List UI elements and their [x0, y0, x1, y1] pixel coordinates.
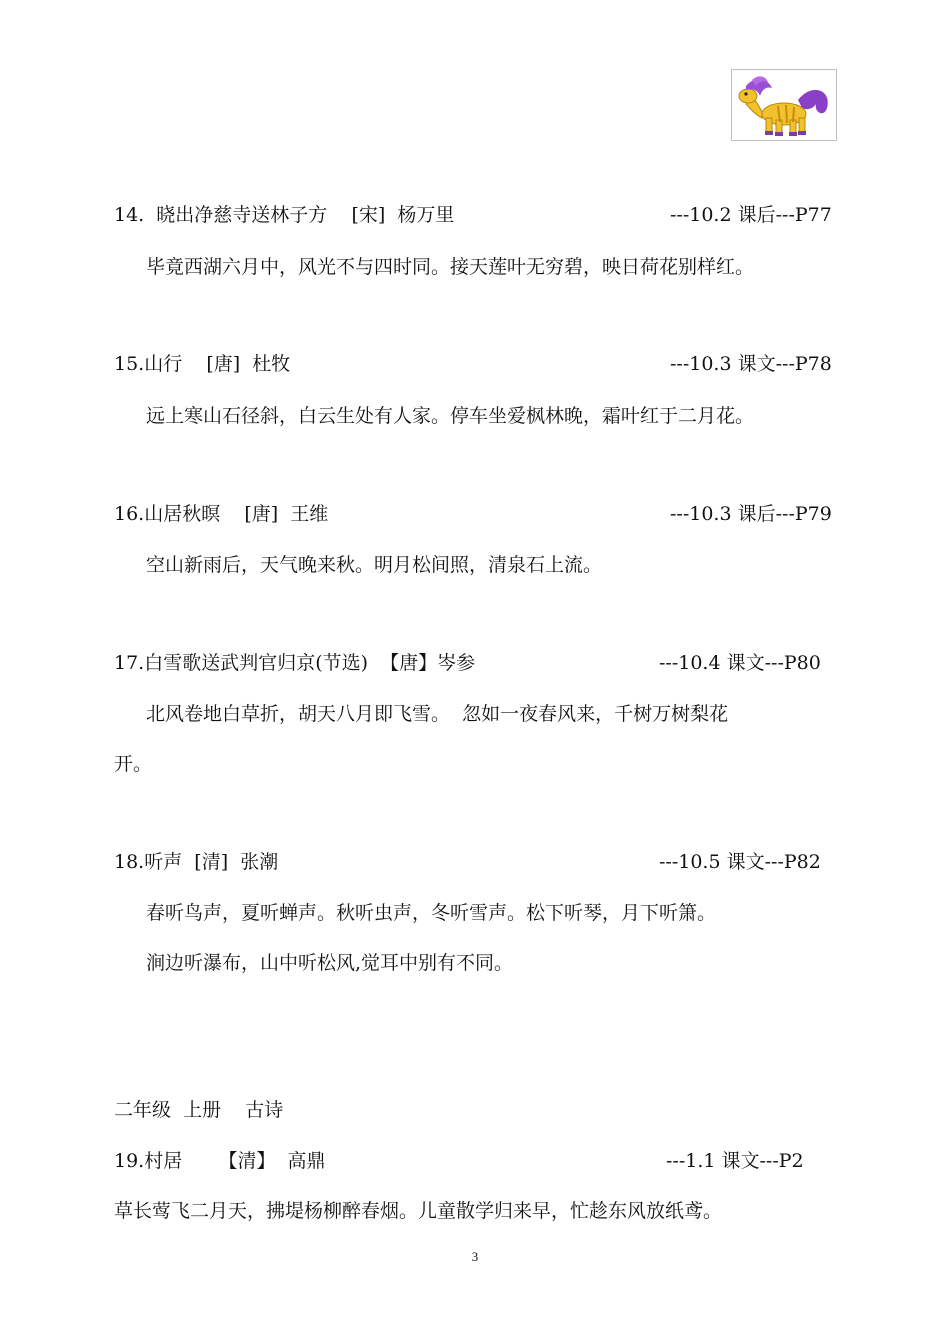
poem-verse: 毕竟西湖六月中，风光不与四时同。接天莲叶无穷碧，映日荷花别样红。	[146, 256, 755, 278]
poem-verse: 涧边听瀑布，山中听松风,觉耳中别有不同。	[146, 952, 514, 974]
poem-title: 15.山行 [唐] 杜牧	[114, 353, 291, 375]
textbook-reference: ---10.3 课后---P79	[670, 503, 832, 525]
textbook-reference: ---10.4 课文---P80	[659, 652, 821, 674]
poem-title: 19.村居 【清】 高鼎	[114, 1150, 326, 1172]
poem-verse: 远上寒山石径斜，白云生处有人家。停车坐爱枫林晚，霜叶红于二月花。	[146, 405, 755, 427]
poem-verse: 空山新雨后，天气晚来秋。明月松间照，清泉石上流。	[146, 554, 603, 576]
poem-verse: 草长莺飞二月天，拂堤杨柳醉春烟。儿童散学归来早，忙趁东风放纸鸢。	[114, 1200, 723, 1222]
textbook-reference: ---10.2 课后---P77	[670, 204, 832, 226]
poem-verse: 开。	[114, 753, 153, 775]
textbook-reference: ---10.3 课文---P78	[670, 353, 832, 375]
textbook-reference: ---10.5 课文---P82	[659, 851, 821, 873]
textbook-reference: ---1.1 课文---P2	[666, 1150, 804, 1172]
poem-title: 16.山居秋暝 [唐] 王维	[114, 503, 329, 525]
poem-title: 17.白雪歌送武判官归京(节选) 【唐】岑参	[114, 652, 476, 674]
section-heading: 二年级 上册 古诗	[114, 1099, 284, 1121]
poem-title: 14. 晓出净慈寺送林子方 [宋] 杨万里	[114, 204, 455, 226]
logo-image	[731, 69, 837, 141]
page-number: 3	[471, 1249, 479, 1264]
poem-title: 18.听声 [清] 张潮	[114, 851, 279, 873]
poem-verse: 北风卷地白草折，胡天八月即飞雪。 忽如一夜春风来，千树万树梨花	[146, 703, 729, 725]
poem-verse: 春听鸟声，夏听蝉声。秋听虫声，冬听雪声。松下听琴，月下听箫。	[146, 902, 717, 924]
purple-maned-pony-icon	[732, 70, 836, 140]
